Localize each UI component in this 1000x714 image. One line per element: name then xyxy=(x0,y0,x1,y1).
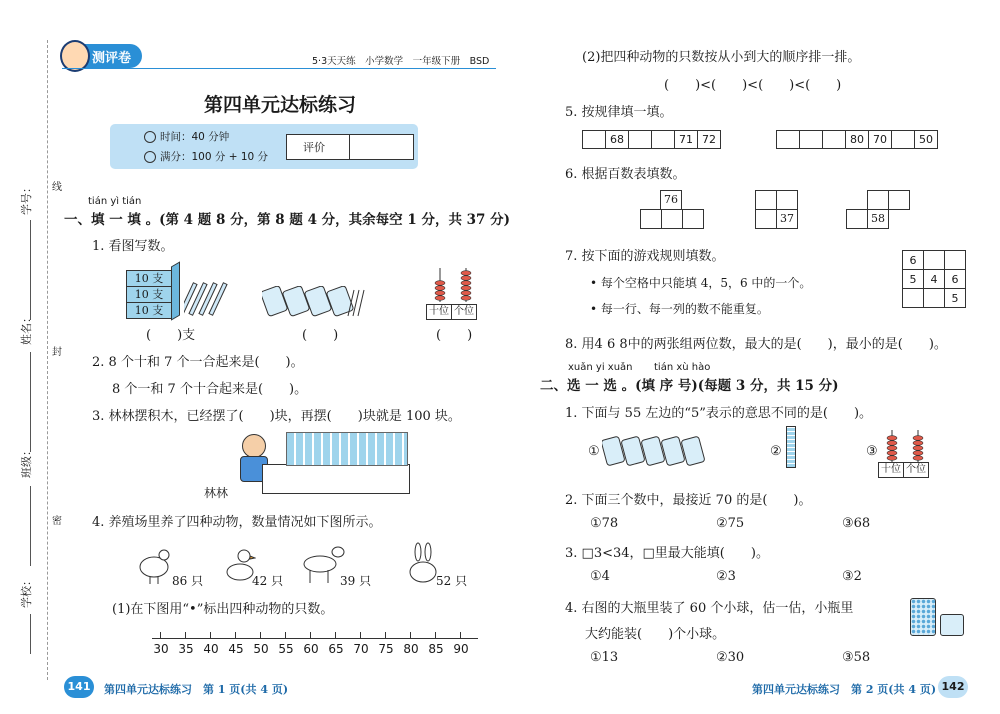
s2-option-1[interactable]: ①78 xyxy=(590,516,619,531)
small-jar-icon xyxy=(940,614,964,636)
q6-shape-3[interactable] xyxy=(846,190,910,232)
s2-option-2[interactable]: ②75 xyxy=(716,516,745,531)
q7-cell: 5 xyxy=(903,270,924,289)
s1-text: 1. 下面与 55 左边的“5”表示的意思不同的是( )。 xyxy=(565,406,873,421)
number-line-label: 55 xyxy=(278,642,294,656)
number-line-label: 35 xyxy=(178,642,194,656)
series-label: 5·3天天练 小学数学 一年级下册 BSD xyxy=(312,56,490,67)
s1-option-3[interactable]: ③ xyxy=(866,444,878,459)
q5-cell[interactable] xyxy=(628,130,652,149)
q5-cell: 50 xyxy=(914,130,938,149)
q6-cell[interactable] xyxy=(682,209,704,229)
q7-cell[interactable] xyxy=(903,289,924,308)
number-line-tick xyxy=(435,632,436,638)
abacus-one-label: 个位 xyxy=(904,462,929,478)
pingjia-label: 评价 xyxy=(303,141,325,154)
stick-bundles-icon xyxy=(262,286,370,318)
q7-rule-2: • 每一行、每一列的数不能重复。 xyxy=(590,302,769,316)
number-line-tick xyxy=(460,632,461,638)
page-number-left: 141 xyxy=(64,676,94,698)
number-line-tick xyxy=(360,632,361,638)
q6-cell[interactable] xyxy=(755,190,777,210)
number-line-tick xyxy=(235,632,236,638)
q5-row-1[interactable] xyxy=(583,130,721,149)
number-line[interactable] xyxy=(152,638,478,664)
q5-cell: 70 xyxy=(868,130,892,149)
stick-bundles-icon xyxy=(602,436,710,468)
q5-cell: 68 xyxy=(605,130,629,149)
q7-text: 7. 按下面的游戏规则填数。 xyxy=(565,249,725,264)
header-badge xyxy=(62,44,142,68)
number-line-tick xyxy=(335,632,336,638)
s1-option-2[interactable]: ② xyxy=(770,444,782,459)
q1-answer-2[interactable]: ( ) xyxy=(302,328,339,343)
number-line-tick xyxy=(210,632,211,638)
sec2-pinyin-2: tián xù hào xyxy=(654,362,711,373)
q8-text: 8. 用4 6 8中的两张组两位数，最大的是( )，最小的是( )。 xyxy=(565,337,947,352)
s2-option-3[interactable]: ③68 xyxy=(842,516,871,531)
number-line-label: 75 xyxy=(378,642,394,656)
q7-cell: 6 xyxy=(945,270,966,289)
q6-cell-known: 37 xyxy=(776,209,798,229)
q6-cell[interactable] xyxy=(888,190,910,210)
rabbit-count: 52 只 xyxy=(436,574,468,588)
q4-2-text: (2)把四种动物的只数按从小到大的顺序排一排。 xyxy=(582,50,861,65)
q7-cell[interactable] xyxy=(924,251,945,270)
rabbit-icon xyxy=(406,542,440,584)
abacus-ten-label: 十位 xyxy=(426,304,452,320)
page-number-right: 142 xyxy=(938,676,968,698)
side-feng: 封 xyxy=(52,347,62,358)
duck-count: 42 只 xyxy=(252,574,284,588)
q3-illustration xyxy=(202,428,410,496)
pingjia-divider xyxy=(349,135,350,159)
q1-text: 1. 看图写数。 xyxy=(92,239,174,254)
q5-cell[interactable] xyxy=(822,130,846,149)
table xyxy=(262,464,410,494)
q5-cell[interactable] xyxy=(582,130,606,149)
sec1-pinyin: tián yì tián xyxy=(88,196,142,207)
q7-cell: 4 xyxy=(924,270,945,289)
q6-cell[interactable] xyxy=(755,209,777,229)
number-line-label: 80 xyxy=(403,642,419,656)
number-line-label: 30 xyxy=(153,642,169,656)
q6-shape-1[interactable] xyxy=(640,190,704,232)
q6-cell[interactable] xyxy=(867,190,889,210)
q4-1-text: (1)在下图用“•”标出四种动物的只数。 xyxy=(112,602,334,617)
number-line-tick xyxy=(260,632,261,638)
q6-cell[interactable] xyxy=(661,209,683,229)
side-xian: 线 xyxy=(52,182,62,193)
bundle-box-1: 10 支 xyxy=(126,270,172,287)
clock-icon xyxy=(144,131,156,143)
binding-line xyxy=(47,40,48,680)
goat-count: 39 只 xyxy=(340,574,372,588)
q5-cell[interactable] xyxy=(891,130,915,149)
side-mi: 密 xyxy=(52,516,62,527)
side-xuehao: 学号： xyxy=(20,182,33,215)
q7-cell[interactable] xyxy=(924,289,945,308)
sec1-title: 一、填 一 填 。(第 4 题 8 分，第 8 题 4 分，其余每空 1 分，共 37 分) xyxy=(64,212,511,228)
number-line-axis xyxy=(152,638,478,639)
boy-figure xyxy=(242,434,266,458)
number-line-tick xyxy=(385,632,386,638)
abacus-labels xyxy=(426,304,477,320)
q4-text: 4. 养殖场里养了四种动物，数量情况如下图所示。 xyxy=(92,515,382,530)
pingjia-box xyxy=(286,134,414,160)
s3-text: 3. □3<34，□里最大能填( )。 xyxy=(565,546,769,561)
fill-line xyxy=(30,352,31,452)
abacus-icon xyxy=(428,268,480,304)
q5-cell: 72 xyxy=(697,130,721,149)
q5-cell[interactable] xyxy=(651,130,675,149)
chicken-count: 86 只 xyxy=(172,574,204,588)
number-line-label: 40 xyxy=(203,642,219,656)
q6-text: 6. 根据百数表填数。 xyxy=(565,167,686,182)
q4-2-answer[interactable]: ( )<( )<( )<( ) xyxy=(664,78,842,93)
sec2-pinyin-1: xuǎn yi xuǎn xyxy=(568,362,633,373)
big-jar-icon xyxy=(910,598,936,636)
bead-column-icon xyxy=(786,426,796,468)
q5-cell: 80 xyxy=(845,130,869,149)
q7-rule-1: • 每个空格中只能填 4，5，6 中的一个。 xyxy=(590,276,812,290)
number-line-label: 85 xyxy=(428,642,444,656)
s2-text: 2. 下面三个数中，最接近 70 的是( )。 xyxy=(565,493,812,508)
abacus-icon xyxy=(880,428,932,462)
side-xuexiao: 学校： xyxy=(20,575,33,608)
number-line-tick xyxy=(410,632,411,638)
q1-answer-1[interactable]: ( )支 xyxy=(146,328,196,343)
info-time: 时间：40 分钟 xyxy=(160,131,230,143)
badge-label: 测评卷 xyxy=(92,51,132,66)
page-title: 第四单元达标练习 xyxy=(204,94,357,116)
number-line-label: 70 xyxy=(353,642,369,656)
bundle-box-2: 10 支 xyxy=(126,286,172,303)
abacus-labels xyxy=(878,462,929,478)
number-line-label: 45 xyxy=(228,642,244,656)
number-line-tick xyxy=(185,632,186,638)
number-line-label: 60 xyxy=(303,642,319,656)
number-line-label: 90 xyxy=(453,642,469,656)
q6-cell-known: 76 xyxy=(660,190,682,210)
q5-cell[interactable] xyxy=(799,130,823,149)
number-line-tick xyxy=(160,632,161,638)
q6-cell[interactable] xyxy=(776,190,798,210)
side-banji: 班级： xyxy=(20,445,33,478)
number-line-tick xyxy=(285,632,286,638)
goat-icon xyxy=(298,540,346,584)
number-line-tick xyxy=(310,632,311,638)
q5-text: 5. 按规律填一填。 xyxy=(565,105,673,120)
sec2-title: 二、选 一 选 。(填 序 号)(每题 3 分，共 15 分) xyxy=(540,378,839,394)
q2-line-2: 8 个一和 7 个十合起来是( )。 xyxy=(112,382,308,397)
side-xingming: 姓名： xyxy=(20,312,33,345)
box-side xyxy=(171,261,180,320)
s4-option-2[interactable]: ②30 xyxy=(716,650,745,665)
fill-line xyxy=(30,614,31,654)
q5-cell[interactable] xyxy=(776,130,800,149)
number-line-label: 50 xyxy=(253,642,269,656)
linlin-label: 林林 xyxy=(204,486,229,500)
info-score: 满分：100 分 + 10 分 xyxy=(160,151,269,163)
q3-text: 3. 林林摆积木，已经摆了( )块，再摆( )块就是 100 块。 xyxy=(92,409,461,424)
q6-shape-2[interactable] xyxy=(755,190,799,232)
footer-right: 第四单元达标练习 第 2 页(共 4 页) xyxy=(752,683,937,696)
check-icon xyxy=(144,151,156,163)
fill-line xyxy=(30,486,31,566)
loose-sticks-icon xyxy=(184,282,232,318)
s4-option-1[interactable]: ①13 xyxy=(590,650,619,665)
s3-option-2[interactable]: ②3 xyxy=(716,569,736,584)
q6-cell[interactable] xyxy=(846,209,868,229)
q6-cell-known: 58 xyxy=(867,209,889,229)
header-rule xyxy=(62,68,496,69)
fill-line xyxy=(30,220,31,320)
abacus-one-label: 个位 xyxy=(452,304,477,320)
q5-row-2[interactable] xyxy=(777,130,938,149)
q6-cell[interactable] xyxy=(640,209,662,229)
block-columns xyxy=(286,432,408,466)
s1-option-1[interactable]: ① xyxy=(588,444,600,459)
q7-cell: 6 xyxy=(903,251,924,270)
q7-cell: 5 xyxy=(945,289,966,308)
s3-option-3[interactable]: ③2 xyxy=(842,569,862,584)
s4-text-2: 大约能装( )个小球。 xyxy=(585,627,726,642)
info-panel xyxy=(110,124,418,169)
q7-cell[interactable] xyxy=(945,251,966,270)
s3-option-1[interactable]: ①4 xyxy=(590,569,610,584)
s4-option-3[interactable]: ③58 xyxy=(842,650,871,665)
bundle-boxes xyxy=(126,264,178,318)
abacus-ten-label: 十位 xyxy=(878,462,904,478)
bundle-box-3: 10 支 xyxy=(126,302,172,319)
q5-cell: 71 xyxy=(674,130,698,149)
number-line-label: 65 xyxy=(328,642,344,656)
chicken-icon xyxy=(134,545,174,585)
s4-text-1: 4. 右图的大瓶里装了 60 个小球，估一估，小瓶里 xyxy=(565,601,854,616)
q1-answer-3[interactable]: ( ) xyxy=(436,328,473,343)
q2-line-1: 2. 8 个十和 7 个一合起来是( )。 xyxy=(92,355,304,370)
q7-grid[interactable] xyxy=(902,250,966,308)
footer-left: 第四单元达标练习 第 1 页(共 4 页) xyxy=(104,683,289,696)
